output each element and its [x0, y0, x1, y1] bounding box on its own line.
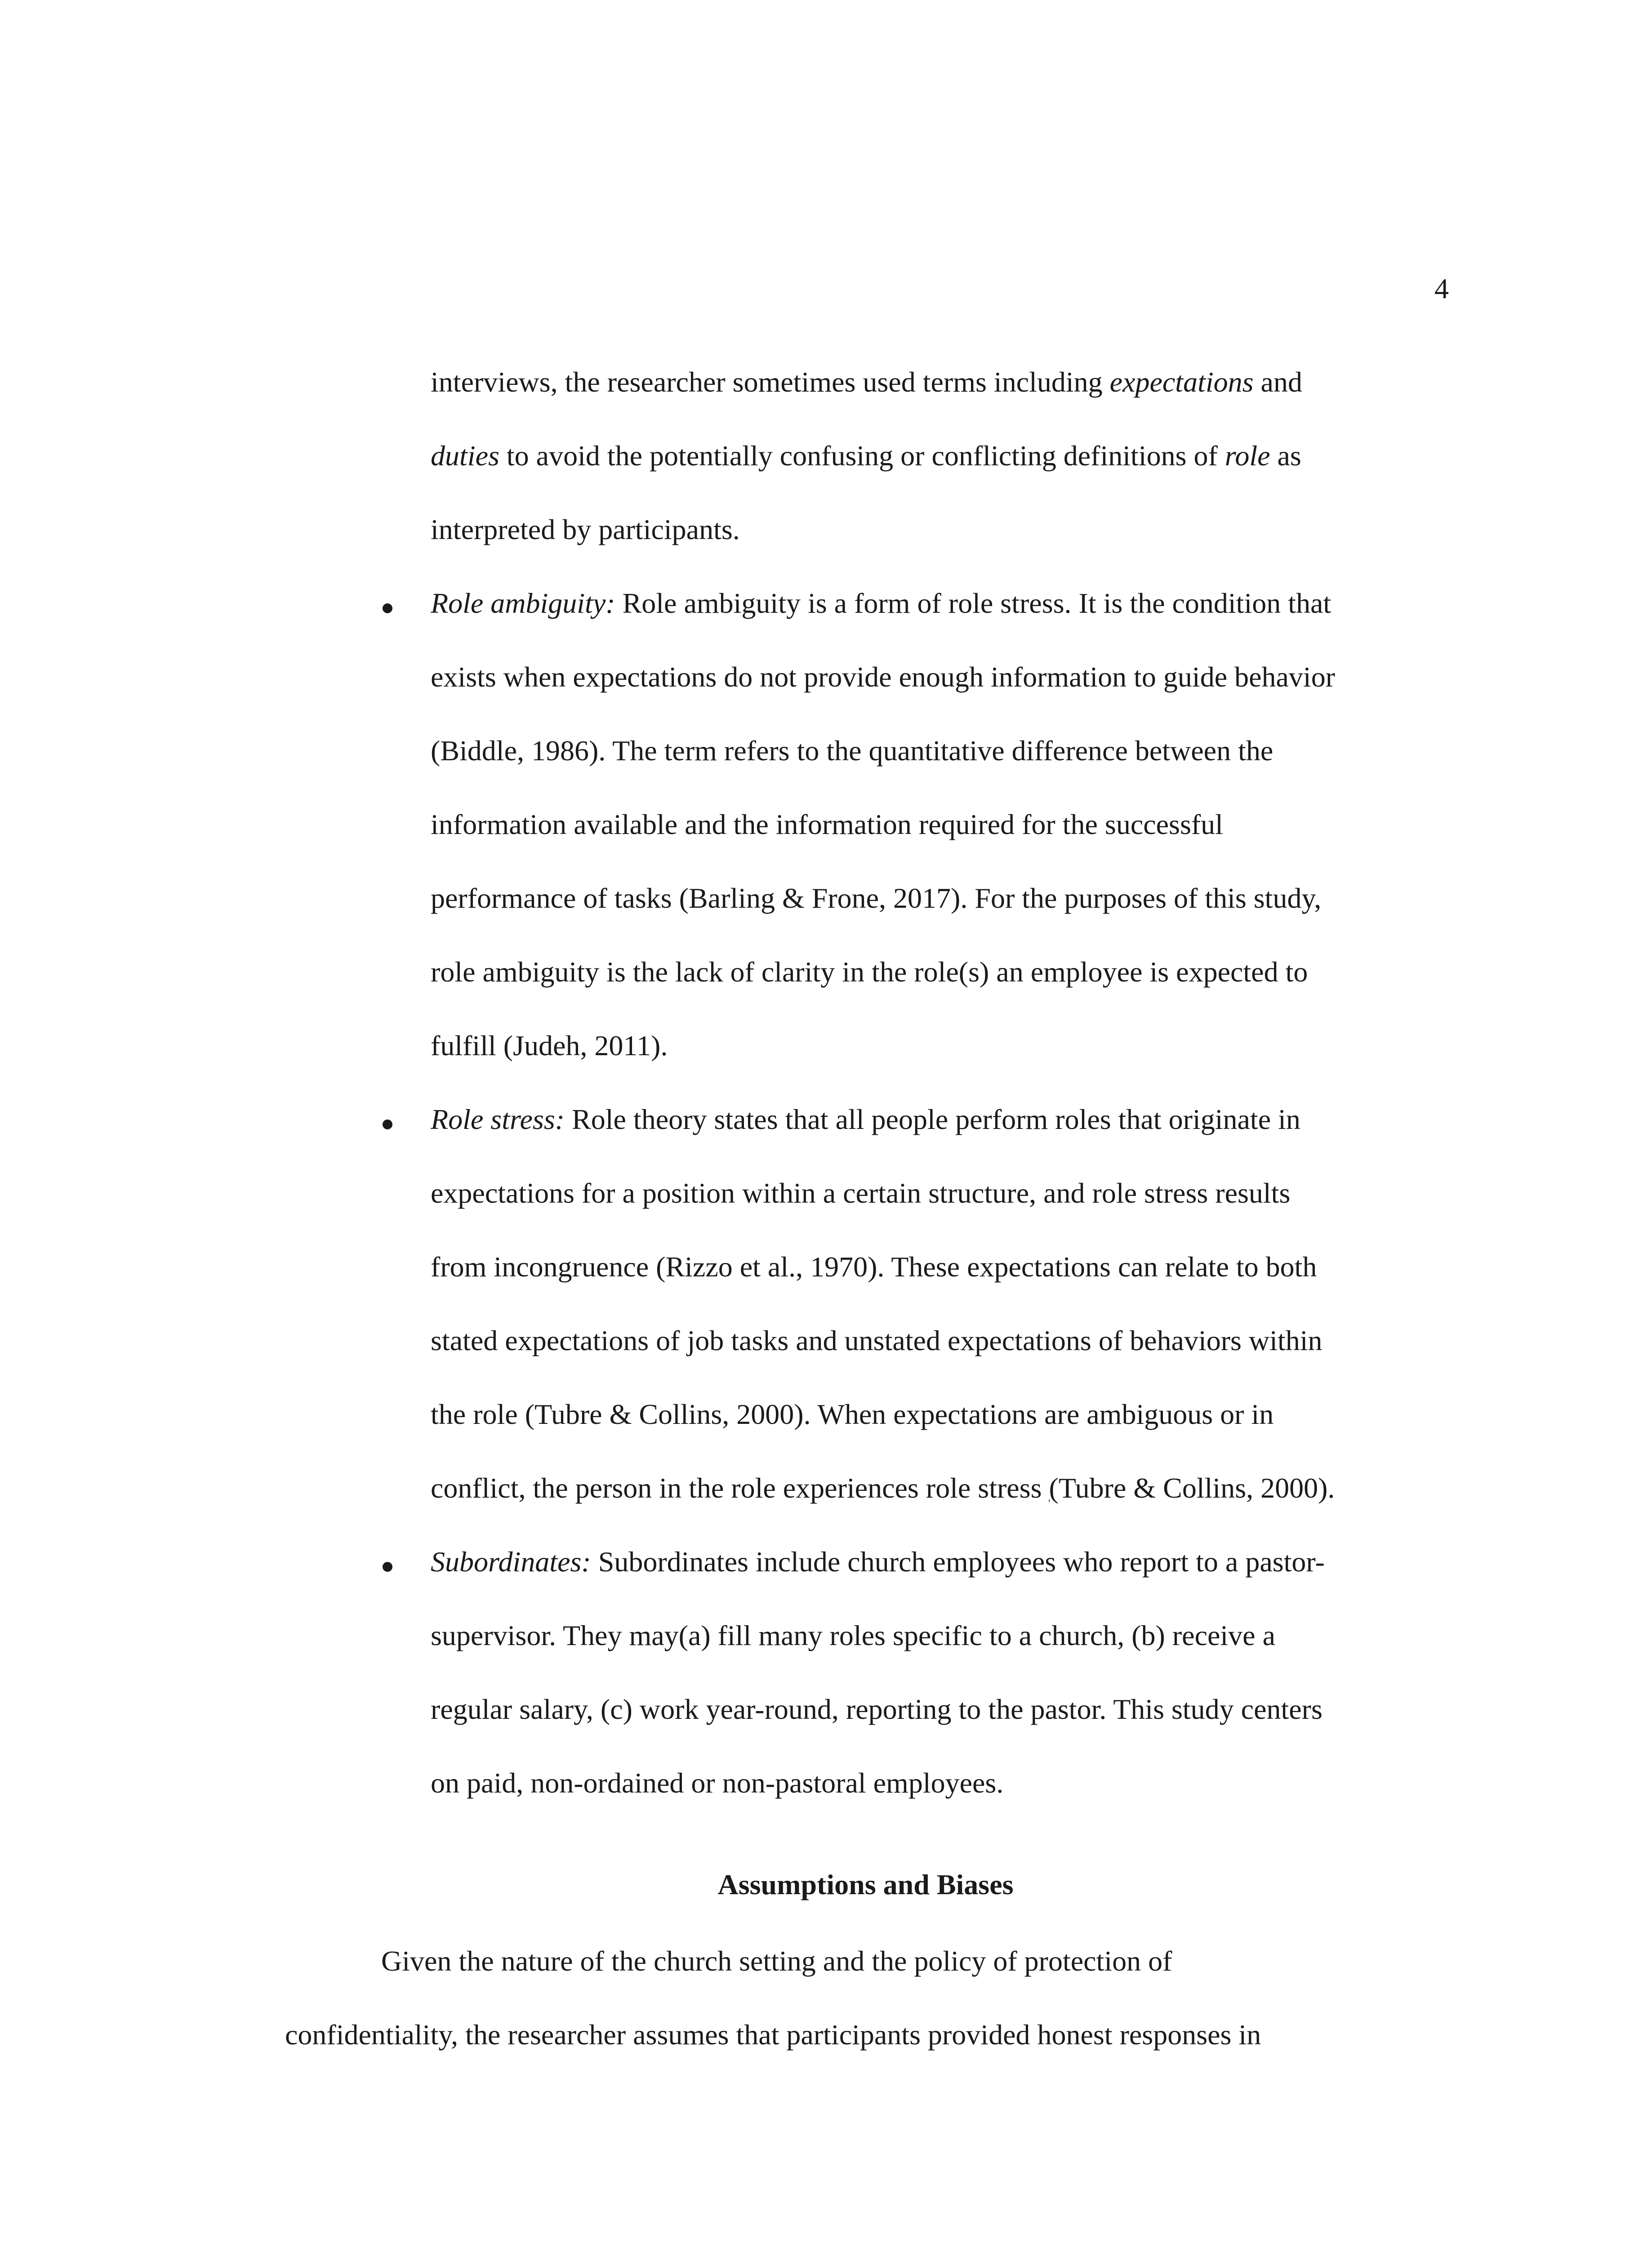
emphasis-term: expectations	[1109, 366, 1254, 398]
text-line: (Biddle, 1986). The term refers to the quantitative difference between the	[431, 735, 1274, 767]
paragraph-line: Given the nature of the church setting and the policy of protection of	[381, 1945, 1172, 1977]
definition-term: Subordinates:	[431, 1546, 591, 1578]
text-line: duties to avoid the potentially confusing or conflicting definitions of role as	[431, 440, 1301, 472]
text-line: exists when expectations do not provide enough information to guide behavior	[431, 661, 1335, 693]
text-line: conflict, the person in the role experiences role stress (Tubre & Collins, 2000).	[431, 1472, 1335, 1504]
text-line: from incongruence (Rizzo et al., 1970). These expectations can relate to both	[431, 1251, 1317, 1283]
text-line: interpreted by participants.	[431, 513, 740, 545]
text-line: performance of tasks (Barling & Frone, 2017). For the purposes of this study,	[431, 882, 1322, 914]
section-heading: Assumptions and Biases	[717, 1869, 1014, 1900]
text-line: on paid, non-ordained or non-pastoral employees.	[431, 1767, 1004, 1799]
bullet-icon	[383, 1120, 392, 1129]
definition-line: Role stress: Role theory states that all people perform roles that originate in	[431, 1103, 1300, 1135]
text-line: interviews, the researcher sometimes used terms including expectations and	[431, 366, 1302, 398]
definition-term: Role stress:	[431, 1103, 565, 1135]
bullet-icon	[383, 1562, 392, 1572]
definition-line: Subordinates: Subordinates include church employees who report to a pastor-	[431, 1546, 1325, 1578]
text-line: regular salary, (c) work year-round, reporting to the pastor. This study centers	[431, 1693, 1322, 1725]
text-line: fulfill (Judeh, 2011).	[431, 1030, 668, 1062]
page-number: 4	[1434, 272, 1449, 304]
text-line: the role (Tubre & Collins, 2000). When expectations are ambiguous or in	[431, 1398, 1274, 1430]
emphasis-term: role	[1225, 440, 1270, 472]
text-line: expectations for a position within a certain structure, and role stress results	[431, 1177, 1291, 1209]
text-line: stated expectations of job tasks and unstated expectations of behaviors within	[431, 1325, 1322, 1356]
bullet-icon	[383, 603, 392, 613]
text-line: role ambiguity is the lack of clarity in the role(s) an employee is expected to	[431, 956, 1308, 988]
emphasis-term: duties	[431, 440, 499, 472]
text-line: information available and the information required for the successful	[431, 808, 1223, 840]
text-line: supervisor. They may(a) fill many roles specific to a church, (b) receive a	[431, 1619, 1275, 1651]
paragraph-line: confidentiality, the researcher assumes that participants provided honest responses in	[285, 2019, 1261, 2051]
definition-term: Role ambiguity:	[431, 587, 615, 619]
definition-line: Role ambiguity: Role ambiguity is a form of role stress. It is the condition that	[431, 587, 1331, 619]
